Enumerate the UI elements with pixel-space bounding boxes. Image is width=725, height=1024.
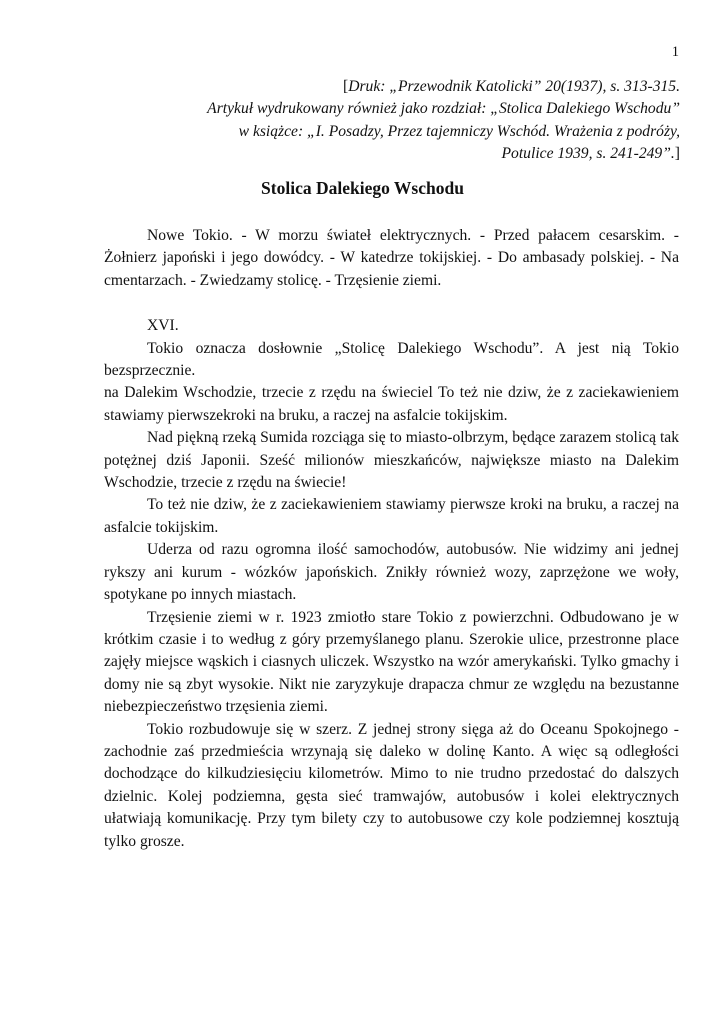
source-line-2 [150, 98, 680, 120]
paragraph: Uderza od razu ogromna ilość samochodów, autobusów. Nie widzimy ani jednej rykszy ani kurum - wózków japońskich. Znikły również wozy, zaprzężone we woły, spotykane po innych miastach. [104, 541, 679, 604]
source-bracket-close: ] [674, 145, 680, 163]
source-text-1: Druk: „Przewodnik Katolicki” 20(1937), s. 313-315. [348, 78, 680, 95]
paragraph: na Dalekim Wschodzie, trzecie z rzędu na świeciel To też nie dziw, że z zaciekawieniem stawiamy pierwszekroki na bruku, a raczej na asfalcie tokijskim. [104, 384, 679, 424]
section-gap [104, 292, 679, 315]
document-title: Stolica Dalekiego Wschodu [261, 178, 464, 198]
paragraph: Tokio oznacza dosłownie „Stolicę Dalekiego Wschodu”. A jest nią Tokio bezsprzecznie. [104, 339, 679, 380]
source-line-1 [150, 76, 680, 98]
source-text-2: Artykuł wydrukowany również jako rozdział: „Stolica Dalekiego Wschodu” [207, 100, 680, 118]
chapter-number: XVI. [147, 317, 179, 335]
paragraph: Trzęsienie ziemi w r. 1923 zmiotło stare Tokio z powierzchni. Odbudowano je w krótkim czasie i to według z góry przemyślanego planu. Szerokie ulice, przestronne place zajęły miejsce wąskich i ciasnych uliczek. Wszystko na wzór amerykański. Tylko gmachy i domy nie są zbyt wysokie. Nikt nie zaryzykuje drapacza chmur ze względu na bezustanne niebezpieczeństwo trzęsienia ziemi. [104, 608, 679, 716]
source-line-3 [150, 121, 680, 143]
paragraph: Nad piękną rzeką Sumida rozciąga się to miasto-olbrzym, będące zarazem stolicą tak potężnej dziś Japonii. Sześć milionów mieszkańców, największe miasto na Dalekim Wschodzie, trzecie z rzędu na świecie! [104, 429, 679, 492]
paragraph: To też nie dziw, że z zaciekawieniem stawiamy pierwsze kroki na bruku, a raczej na asfalcie tokijskim. [104, 496, 679, 536]
source-note [150, 76, 680, 166]
source-text-3: w książce: „I. Posadzy, Przez tajemniczy Wschód. Wrażenia z podróży, [238, 122, 680, 140]
source-line-4 [150, 143, 680, 165]
paragraph: Tokio rozbudowuje się w szerz. Z jednej strony sięga aż do Oceanu Spokojnego - zachodnie zaś przedmieścia wrzynają się daleko w dolinę Kanto. A więc są odległości dochodzące do kilkudziesięciu kilometrów. Mimo to nie trudno przedostać do dalszych dzielnic. Kolej podziemna, gęsta sieć tramwajów, autobusów i kolei elektrycznych ułatwiają komunikację. Przy tym bilety czy to autobusowe czy kole podziemnej kosztują tylko grosze. [104, 720, 679, 850]
chapter-summary: Nowe Tokio. - W morzu świateł elektrycznych. - Przed pałacem cesarskim. - Żołnierz japoński i jego dowódcy. - W katedrze tokijskiej. - Do ambasady polskiej. - Na cmentarzach. - Zwiedzamy stolicę. - Trzęsienie ziemi. [104, 227, 679, 289]
page-number: 1 [671, 44, 679, 60]
source-bracket-open: [ [343, 78, 349, 95]
source-text-4: Potulice 1939, s. 241-249”. [501, 145, 675, 163]
document-body [104, 225, 679, 853]
